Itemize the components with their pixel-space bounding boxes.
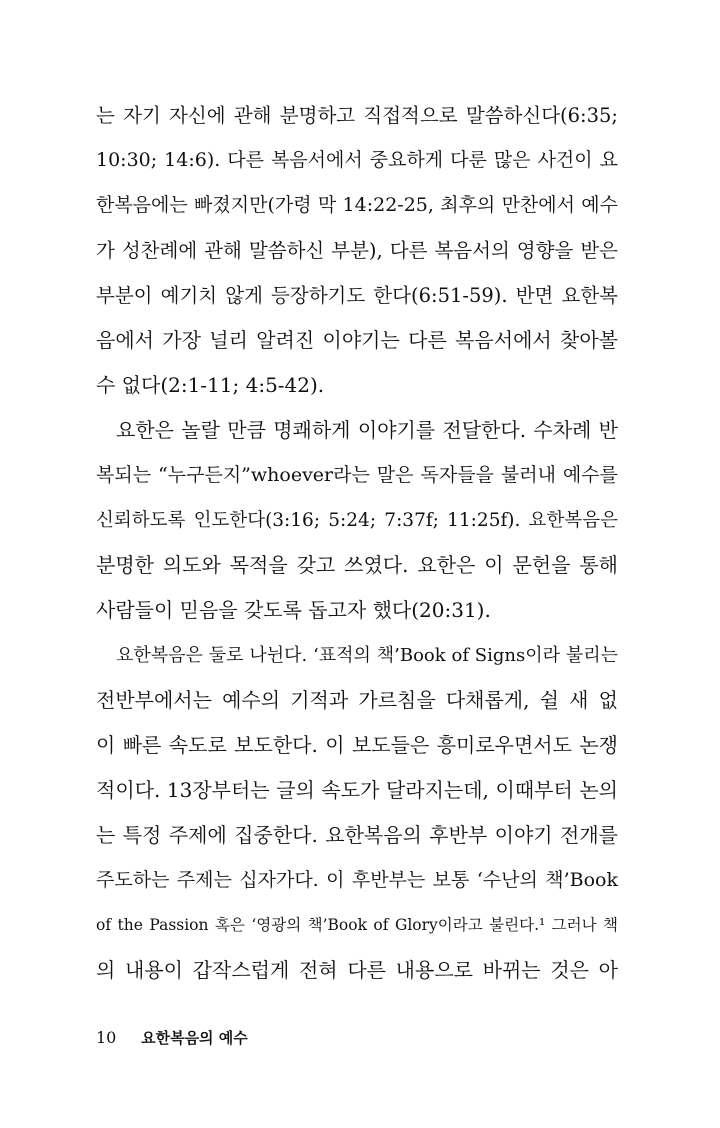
- text-line: 수 없다(2:1-11; 4:5-42).: [96, 373, 325, 397]
- text-line: 신뢰하도록 인도한다(3:16; 5:24; 7:37f; 11:25f). 요한복음은: [96, 510, 618, 531]
- text-line: 요한복음은 둘로 나뉜다. ‘표적의 책’Book of Signs이라 불리는: [116, 645, 618, 666]
- text-line: 적이다. 13장부터는 글의 속도가 달라지는데, 이때부터 논의: [96, 778, 618, 802]
- paragraph: [96, 408, 618, 633]
- text-line: 부분이 예기치 않게 등장하기도 한다(6:51-59). 반면 요한복: [96, 284, 618, 307]
- paragraph: [96, 93, 618, 408]
- text-line: 이 빠른 속도로 보도한다. 이 보도들은 흥미로우면서도 논쟁: [96, 733, 618, 757]
- text-line: 의 내용이 갑작스럽게 전혀 다른 내용으로 바뀌는 것은 아: [96, 958, 618, 982]
- book-title: 요한복음의 예수: [141, 1029, 248, 1047]
- text-line: 는 특정 주제에 집중한다. 요한복음의 후반부 이야기 전개를: [96, 823, 618, 847]
- page-number: 10: [96, 1028, 117, 1047]
- text-line: 가 성찬례에 관해 말씀하신 부분), 다른 복음서의 영향을 받은: [96, 239, 618, 262]
- text-line: 사람들이 믿음을 갖도록 돕고자 했다(20:31).: [96, 598, 491, 622]
- paragraph: [96, 633, 618, 993]
- text-line: 한복음에는 빠졌지만(가령 막 14:22-25, 최후의 만찬에서 예수: [96, 194, 618, 216]
- text-line: 10:30; 14:6). 다른 복음서에서 중요하게 다룬 많은 사건이 요: [96, 149, 618, 171]
- text-line: 전반부에서는 예수의 기적과 가르침을 다채롭게, 쉴 새 없: [96, 688, 618, 712]
- text-line: 분명한 의도와 목적을 갖고 쓰였다. 요한은 이 문헌을 통해: [96, 553, 618, 577]
- text-line: 주도하는 주제는 십자가다. 이 후반부는 보통 ‘수난의 책’Book: [96, 869, 618, 891]
- text-line: 복되는 “누구든지”whoever라는 말은 독자들을 불러내 예수를: [96, 464, 618, 486]
- text-line: of the Passion 혹은 ‘영광의 책’Book of Glory이라고 불린다.¹ 그러나 책: [96, 916, 618, 934]
- text-line: 음에서 가장 널리 알려진 이야기는 다른 복음서에서 찾아볼: [96, 328, 618, 352]
- body-text: [96, 93, 618, 993]
- text-line: 요한은 놀랄 만큼 명쾌하게 이야기를 전달한다. 수차례 반: [116, 418, 618, 442]
- text-line: 는 자기 자신에 관해 분명하고 직접적으로 말씀하신다(6:35;: [96, 104, 618, 127]
- running-footer: [96, 1027, 248, 1048]
